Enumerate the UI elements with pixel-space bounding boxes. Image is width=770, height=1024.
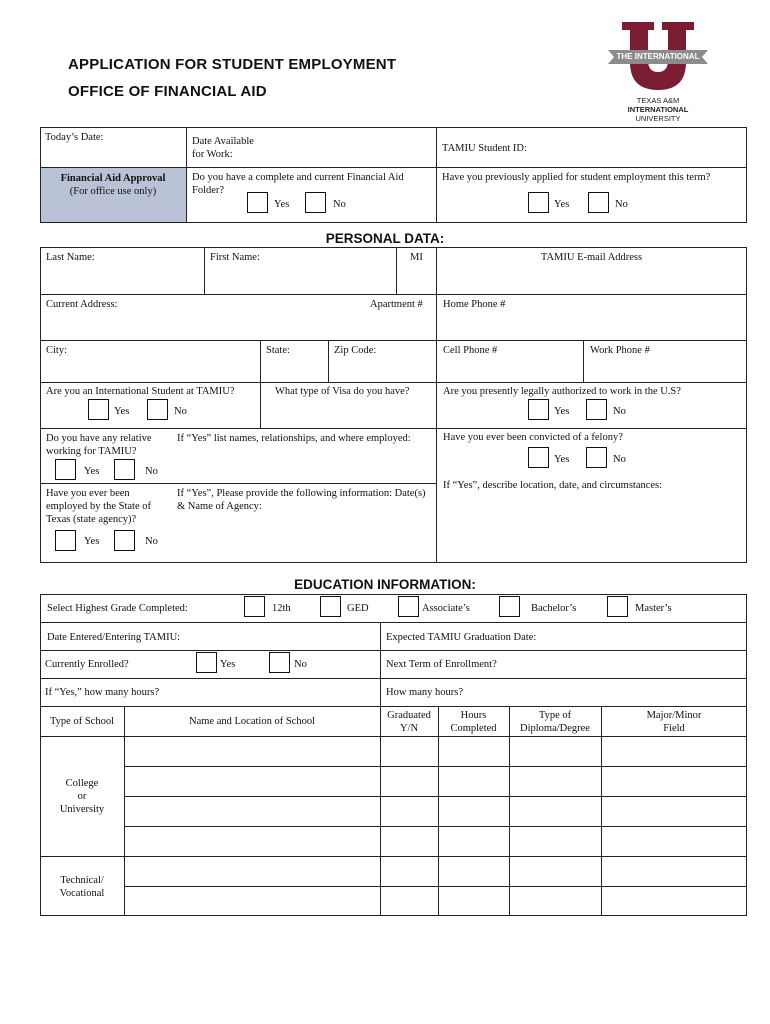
col-type-of-school: Type of School	[49, 716, 114, 727]
grade-ged-checkbox[interactable]	[320, 596, 341, 617]
last-name-label: Last Name:	[46, 252, 95, 263]
state-label: State:	[266, 345, 290, 356]
folder-yes-label: Yes	[274, 199, 290, 210]
state-employment-no-checkbox[interactable]	[114, 530, 135, 551]
form-subtitle: OFFICE OF FINANCIAL AID	[68, 83, 267, 100]
if-yes-hours-label: If “Yes,” how many hours?	[45, 687, 160, 698]
form-title: APPLICATION FOR STUDENT EMPLOYMENT	[68, 56, 397, 73]
visa-question: What type of Visa do you have?	[275, 386, 410, 397]
grade-masters-label: Master’s	[635, 603, 672, 614]
date-entered-label: Date Entered/Entering TAMIU:	[47, 632, 181, 643]
prev-applied-no-label: No	[615, 199, 628, 210]
grade-bachelors-label: Bachelor’s	[531, 603, 577, 614]
felony-question: Have you ever been convicted of a felony?	[443, 432, 623, 443]
work-phone-label: Work Phone #	[590, 345, 650, 356]
apartment-label: Apartment #	[370, 299, 423, 310]
intl-yes-label: Yes	[114, 406, 130, 417]
intl-yes-checkbox[interactable]	[88, 399, 109, 420]
col-major-minor: Major/Minor Field	[646, 710, 702, 734]
col-hours-completed: Hours Completed	[450, 710, 497, 734]
grade-label: Select Highest Grade Completed:	[47, 603, 188, 614]
authorized-no-checkbox[interactable]	[586, 399, 607, 420]
enrolled-yes-checkbox[interactable]	[196, 652, 217, 673]
felony-no-label: No	[613, 454, 626, 465]
prev-applied-yes-checkbox[interactable]	[528, 192, 549, 213]
relative-yes-checkbox[interactable]	[55, 459, 76, 480]
enrolled-no-checkbox[interactable]	[269, 652, 290, 673]
logo-line3: UNIVERSITY	[635, 114, 681, 123]
todays-date-label: Today’s Date:	[45, 132, 104, 143]
folder-question: Do you have a complete and current Financial Aid Folder?	[192, 172, 404, 196]
authorized-yes-checkbox[interactable]	[528, 399, 549, 420]
felony-no-checkbox[interactable]	[586, 447, 607, 468]
state-employment-question: Have you ever been employed by the State of Texas (state agency)?	[46, 488, 151, 525]
grade-associates-checkbox[interactable]	[398, 596, 419, 617]
logo-banner: THE INTERNATIONAL	[616, 52, 700, 61]
relative-if-yes: If “Yes” list names, relationships, and where employed:	[177, 433, 411, 444]
grade-12th-label: 12th	[272, 603, 291, 614]
logo-line1: TEXAS A&M	[636, 96, 680, 105]
col-name-location: Name and Location of School	[189, 716, 315, 727]
email-label: TAMIU E-mail Address	[540, 252, 643, 263]
college-row-label: College or University	[59, 778, 105, 815]
home-phone-label: Home Phone #	[443, 299, 506, 310]
intl-no-label: No	[174, 406, 187, 417]
grade-ged-label: GED	[347, 603, 369, 614]
logo-line2: INTERNATIONAL	[627, 105, 689, 114]
col-graduated: Graduated Y/N	[387, 710, 431, 734]
logo-text	[608, 96, 708, 123]
authorized-question: Are you presently legally authorized to work in the U.S?	[443, 386, 681, 397]
address-label: Current Address:	[46, 299, 118, 310]
state-employment-yes-checkbox[interactable]	[55, 530, 76, 551]
state-employment-yes-label: Yes	[84, 536, 100, 547]
prev-applied-no-checkbox[interactable]	[588, 192, 609, 213]
relative-no-label: No	[145, 466, 158, 477]
date-available-label: Date Available for Work:	[192, 136, 254, 160]
grade-associates-label: Associate’s	[422, 603, 470, 614]
how-many-hours-label: How many hours?	[386, 687, 463, 698]
felony-if-yes: If “Yes”, describe location, date, and circumstances:	[443, 480, 663, 491]
grade-bachelors-checkbox[interactable]	[499, 596, 520, 617]
folder-no-label: No	[333, 199, 346, 210]
mi-label: MI	[410, 252, 423, 263]
approval-sub: (For office use only)	[69, 186, 157, 197]
intl-question: Are you an International Student at TAMIU?	[46, 386, 235, 397]
col-diploma-degree: Type of Diploma/Degree	[520, 710, 590, 734]
folder-yes-checkbox[interactable]	[247, 192, 268, 213]
student-id-label: TAMIU Student ID:	[442, 143, 527, 154]
felony-yes-label: Yes	[554, 454, 570, 465]
next-term-label: Next Term of Enrollment?	[386, 659, 497, 670]
enrolled-no-label: No	[294, 659, 307, 670]
personal-data-heading: PERSONAL DATA:	[325, 231, 445, 246]
prev-applied-question: Have you previously applied for student employment this term?	[442, 172, 711, 183]
approval-title: Financial Aid Approval	[60, 173, 166, 184]
expected-grad-label: Expected TAMIU Graduation Date:	[386, 632, 537, 643]
grade-masters-checkbox[interactable]	[607, 596, 628, 617]
intl-no-checkbox[interactable]	[147, 399, 168, 420]
relative-no-checkbox[interactable]	[114, 459, 135, 480]
enrolled-yes-label: Yes	[220, 659, 236, 670]
state-employment-no-label: No	[145, 536, 158, 547]
prev-applied-yes-label: Yes	[554, 199, 570, 210]
university-logo	[608, 20, 708, 128]
authorized-no-label: No	[613, 406, 626, 417]
cell-phone-label: Cell Phone #	[443, 345, 498, 356]
folder-no-checkbox[interactable]	[305, 192, 326, 213]
felony-yes-checkbox[interactable]	[528, 447, 549, 468]
education-heading: EDUCATION INFORMATION:	[294, 577, 476, 592]
relative-yes-label: Yes	[84, 466, 100, 477]
enrolled-question: Currently Enrolled?	[45, 659, 129, 670]
grade-12th-checkbox[interactable]	[244, 596, 265, 617]
authorized-yes-label: Yes	[554, 406, 570, 417]
city-label: City:	[46, 345, 68, 356]
technical-row-label: Technical/ Vocational	[59, 875, 105, 899]
state-employment-if-yes: If “Yes”, Please provide the following information: Date(s) & Name of Agency:	[177, 488, 426, 512]
relative-question: Do you have any relative working for TAMIU?	[46, 433, 152, 457]
first-name-label: First Name:	[210, 252, 260, 263]
zip-label: Zip Code:	[334, 345, 377, 356]
